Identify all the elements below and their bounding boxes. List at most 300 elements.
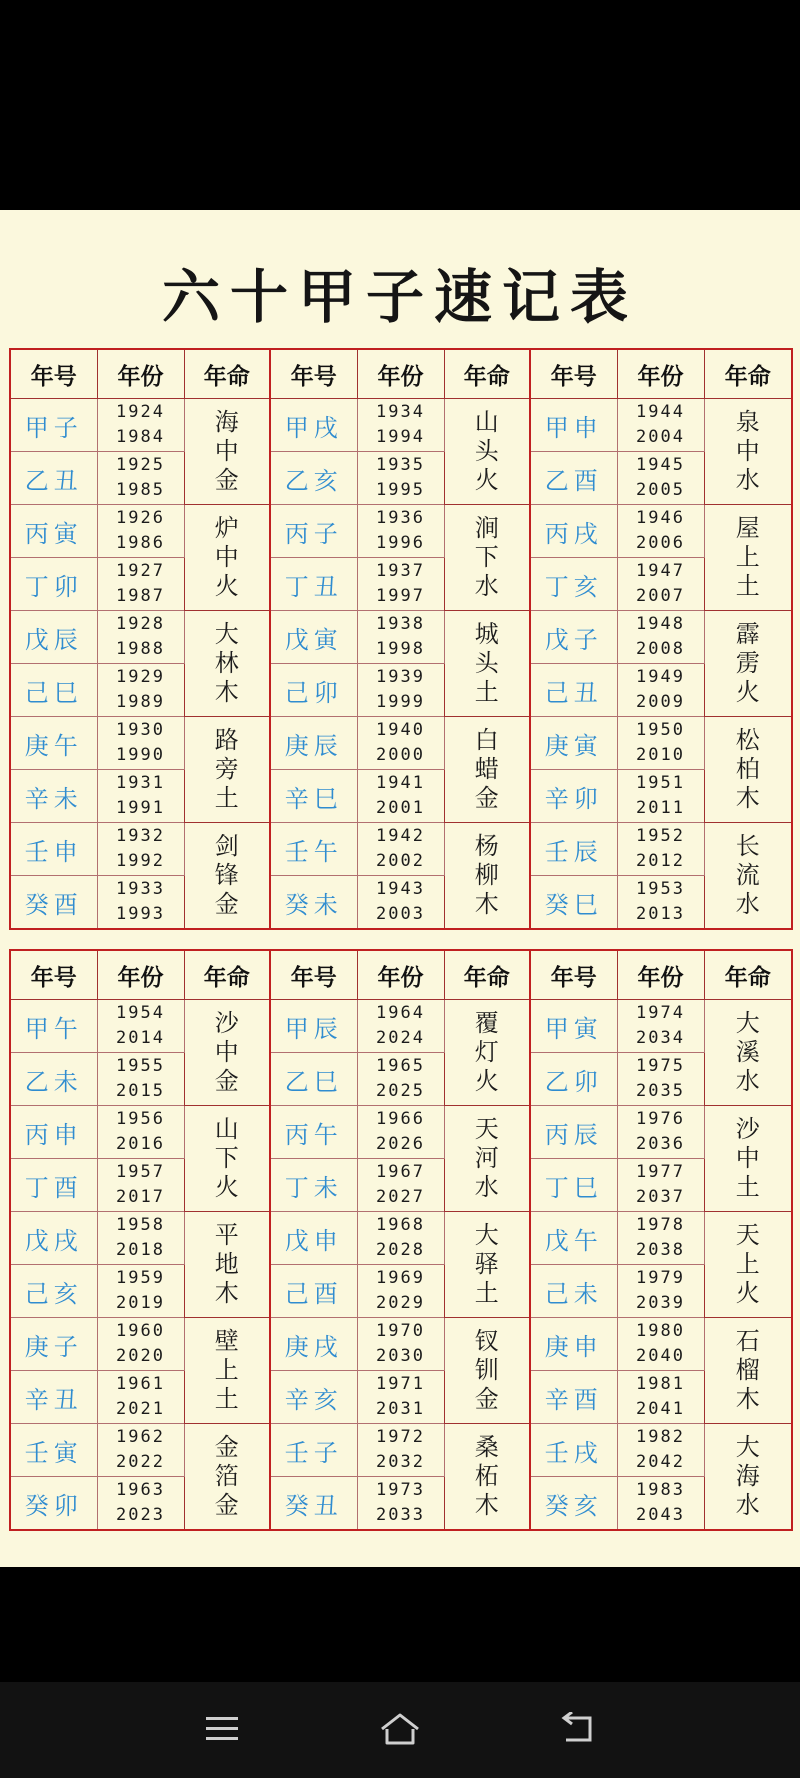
- nianming-char: 溪: [735, 1038, 760, 1066]
- cell-nianfen: [357, 1159, 444, 1212]
- cell-nianhao: 丁亥: [530, 558, 617, 611]
- cell-nianhao: 甲寅: [530, 1000, 617, 1053]
- header-nianfen: 年份: [97, 950, 184, 1000]
- table-row: [10, 876, 792, 930]
- year-value: 2033: [376, 1505, 425, 1525]
- nianming-char: 火: [474, 1067, 499, 1095]
- header-row: [10, 349, 792, 399]
- nianming-char: 白: [474, 726, 499, 754]
- cell-nianming: [184, 823, 270, 930]
- cell-nianming: [704, 1318, 792, 1424]
- menu-icon: [204, 1714, 240, 1744]
- year-value: 1946: [636, 508, 685, 528]
- table-row: [10, 1371, 792, 1424]
- year-value: 1950: [636, 720, 685, 740]
- year-value: 1973: [376, 1480, 425, 1500]
- year-value: 2035: [636, 1081, 685, 1101]
- nianming-char: 水: [735, 890, 760, 918]
- nianming-char: 水: [474, 1173, 499, 1201]
- year-value: 1932: [116, 826, 165, 846]
- year-value: 2032: [376, 1452, 425, 1472]
- nianming-char: 石: [735, 1327, 760, 1355]
- cell-nianhao: 己丑: [530, 664, 617, 717]
- nianming-char: 下: [474, 543, 499, 571]
- header-nianfen: 年份: [357, 349, 444, 399]
- year-value: 1954: [116, 1003, 165, 1023]
- year-value: 1937: [376, 561, 425, 581]
- year-value: 1974: [636, 1003, 685, 1023]
- cell-nianfen: [357, 1318, 444, 1371]
- year-value: 2037: [636, 1187, 685, 1207]
- cell-nianfen: [357, 770, 444, 823]
- nianming-char: 山: [474, 408, 499, 436]
- year-value: 2034: [636, 1028, 685, 1048]
- year-value: 2029: [376, 1293, 425, 1313]
- back-button[interactable]: [548, 1704, 608, 1754]
- nianming-char: 剑: [214, 832, 239, 860]
- header-nianhao: 年号: [10, 950, 97, 1000]
- table-row: [10, 399, 792, 452]
- cell-nianhao: 辛丑: [10, 1371, 97, 1424]
- cell-nianhao: 癸卯: [10, 1477, 97, 1531]
- year-value: 2022: [116, 1452, 165, 1472]
- nianming-char: 杨: [474, 832, 499, 860]
- cell-nianfen: [617, 1000, 704, 1053]
- year-value: 2009: [636, 692, 685, 712]
- nianming-char: 林: [214, 649, 239, 677]
- cell-nianfen: [357, 717, 444, 770]
- nianming-char: 土: [214, 1385, 239, 1413]
- year-value: 1972: [376, 1427, 425, 1447]
- cell-nianming: [444, 399, 530, 505]
- cell-nianming: [444, 1212, 530, 1318]
- cell-nianfen: [97, 505, 184, 558]
- year-value: 1939: [376, 667, 425, 687]
- nianming-char: 木: [474, 1491, 499, 1519]
- cell-nianfen: [97, 823, 184, 876]
- cell-nianfen: [97, 1424, 184, 1477]
- year-value: 1925: [116, 455, 165, 475]
- nianming-char: 水: [735, 1491, 760, 1519]
- cell-nianming: [444, 611, 530, 717]
- header-nianfen: 年份: [617, 349, 704, 399]
- nianming-char: 木: [735, 784, 760, 812]
- cell-nianhao: 甲子: [10, 399, 97, 452]
- year-value: 2031: [376, 1399, 425, 1419]
- year-value: 2006: [636, 533, 685, 553]
- year-value: 2004: [636, 427, 685, 447]
- year-value: 2038: [636, 1240, 685, 1260]
- year-value: 1934: [376, 402, 425, 422]
- cell-nianfen: [357, 1265, 444, 1318]
- year-value: 1994: [376, 427, 425, 447]
- cell-nianhao: 辛酉: [530, 1371, 617, 1424]
- cell-nianming: [704, 1106, 792, 1212]
- year-value: 2028: [376, 1240, 425, 1260]
- nianming-char: 水: [474, 572, 499, 600]
- cell-nianhao: 壬子: [270, 1424, 357, 1477]
- cell-nianhao: 辛未: [10, 770, 97, 823]
- year-value: 2017: [116, 1187, 165, 1207]
- cell-nianhao: 丙戌: [530, 505, 617, 558]
- cell-nianfen: [97, 452, 184, 505]
- top-black-bar: [0, 0, 800, 210]
- year-value: 1924: [116, 402, 165, 422]
- cell-nianhao: 癸酉: [10, 876, 97, 930]
- table-row: [10, 664, 792, 717]
- cell-nianfen: [357, 1000, 444, 1053]
- year-value: 1977: [636, 1162, 685, 1182]
- cell-nianhao: 丁未: [270, 1159, 357, 1212]
- cell-nianfen: [617, 558, 704, 611]
- nianming-char: 长: [735, 832, 760, 860]
- year-value: 2001: [376, 798, 425, 818]
- year-value: 2027: [376, 1187, 425, 1207]
- year-value: 1998: [376, 639, 425, 659]
- nianming-char: 中: [214, 1038, 239, 1066]
- nianming-char: 山: [214, 1115, 239, 1143]
- cell-nianfen: [617, 399, 704, 452]
- cell-nianfen: [357, 505, 444, 558]
- nianming-char: 松: [735, 726, 760, 754]
- year-value: 2020: [116, 1346, 165, 1366]
- cell-nianfen: [357, 876, 444, 930]
- header-nianfen: 年份: [97, 349, 184, 399]
- cell-nianfen: [617, 770, 704, 823]
- table-row: [10, 611, 792, 664]
- year-value: 1983: [636, 1480, 685, 1500]
- nianming-char: 流: [735, 861, 760, 889]
- cell-nianfen: [97, 1053, 184, 1106]
- cell-nianhao: 丁酉: [10, 1159, 97, 1212]
- table-row: [10, 770, 792, 823]
- nianming-char: 金: [214, 890, 239, 918]
- header-nianhao: 年号: [10, 349, 97, 399]
- cell-nianfen: [617, 1424, 704, 1477]
- menu-button[interactable]: [192, 1704, 252, 1754]
- year-value: 1965: [376, 1056, 425, 1076]
- nianming-char: 金: [474, 784, 499, 812]
- year-value: 2041: [636, 1399, 685, 1419]
- cell-nianming: [444, 1424, 530, 1531]
- cell-nianfen: [617, 1159, 704, 1212]
- cell-nianfen: [97, 1106, 184, 1159]
- cell-nianhao: 甲辰: [270, 1000, 357, 1053]
- cell-nianhao: 己巳: [10, 664, 97, 717]
- nianming-char: 泉: [735, 408, 760, 436]
- year-value: 2025: [376, 1081, 425, 1101]
- cell-nianming: [184, 1106, 270, 1212]
- year-value: 1948: [636, 614, 685, 634]
- nianming-char: 河: [474, 1144, 499, 1172]
- nianming-char: 金: [214, 1067, 239, 1095]
- year-value: 1968: [376, 1215, 425, 1235]
- year-value: 1952: [636, 826, 685, 846]
- year-value: 1984: [116, 427, 165, 447]
- year-value: 1942: [376, 826, 425, 846]
- nianming-char: 霹: [735, 620, 760, 648]
- cell-nianhao: 戊辰: [10, 611, 97, 664]
- cell-nianfen: [357, 1212, 444, 1265]
- cell-nianfen: [97, 1477, 184, 1531]
- year-value: 1930: [116, 720, 165, 740]
- header-nianhao: 年号: [530, 349, 617, 399]
- cell-nianming: [184, 505, 270, 611]
- year-value: 1979: [636, 1268, 685, 1288]
- cell-nianfen: [617, 611, 704, 664]
- nianming-char: 金: [474, 1385, 499, 1413]
- cell-nianfen: [357, 558, 444, 611]
- year-value: 1970: [376, 1321, 425, 1341]
- year-value: 2014: [116, 1028, 165, 1048]
- year-value: 1976: [636, 1109, 685, 1129]
- cell-nianfen: [97, 876, 184, 930]
- nianming-char: 平: [214, 1221, 239, 1249]
- nianming-char: 上: [735, 543, 760, 571]
- year-value: 1989: [116, 692, 165, 712]
- table-row: [10, 1106, 792, 1159]
- cell-nianhao: 戊戌: [10, 1212, 97, 1265]
- header-nianfen: 年份: [617, 950, 704, 1000]
- cell-nianming: [184, 1212, 270, 1318]
- cell-nianming: [704, 1212, 792, 1318]
- cell-nianfen: [97, 399, 184, 452]
- year-value: 1975: [636, 1056, 685, 1076]
- year-value: 2043: [636, 1505, 685, 1525]
- cell-nianfen: [97, 1000, 184, 1053]
- header-row: [10, 950, 792, 1000]
- year-value: 1963: [116, 1480, 165, 1500]
- cell-nianhao: 丙辰: [530, 1106, 617, 1159]
- year-value: 1958: [116, 1215, 165, 1235]
- cell-nianhao: 甲午: [10, 1000, 97, 1053]
- header-nianhao: 年号: [270, 950, 357, 1000]
- nianming-char: 路: [214, 726, 239, 754]
- cell-nianhao: 壬申: [10, 823, 97, 876]
- cell-nianfen: [617, 876, 704, 930]
- cycle-table-2: [9, 949, 793, 1531]
- cell-nianhao: 庚寅: [530, 717, 617, 770]
- year-value: 1941: [376, 773, 425, 793]
- cell-nianfen: [357, 1424, 444, 1477]
- year-value: 1986: [116, 533, 165, 553]
- cell-nianhao: 丁丑: [270, 558, 357, 611]
- nianming-char: 火: [735, 1279, 760, 1307]
- cell-nianfen: [617, 1053, 704, 1106]
- cell-nianhao: 庚申: [530, 1318, 617, 1371]
- cell-nianming: [184, 1000, 270, 1106]
- nianming-char: 钗: [474, 1327, 499, 1355]
- nianming-char: 水: [735, 466, 760, 494]
- cell-nianfen: [617, 1477, 704, 1531]
- nianming-char: 柳: [474, 861, 499, 889]
- nianming-char: 火: [735, 678, 760, 706]
- cell-nianfen: [617, 452, 704, 505]
- nianming-char: 头: [474, 437, 499, 465]
- cell-nianhao: 辛亥: [270, 1371, 357, 1424]
- nianming-char: 金: [214, 466, 239, 494]
- cell-nianfen: [617, 1371, 704, 1424]
- table-row: [10, 452, 792, 505]
- cell-nianhao: 丁卯: [10, 558, 97, 611]
- year-value: 1940: [376, 720, 425, 740]
- year-value: 1935: [376, 455, 425, 475]
- page-title: 六十甲子速记表: [161, 263, 638, 331]
- year-value: 1933: [116, 879, 165, 899]
- year-value: 1987: [116, 586, 165, 606]
- table-row: [10, 1212, 792, 1265]
- year-value: 1962: [116, 1427, 165, 1447]
- year-value: 2011: [636, 798, 685, 818]
- cell-nianhao: 乙亥: [270, 452, 357, 505]
- table-row: [10, 823, 792, 876]
- year-value: 1990: [116, 745, 165, 765]
- year-value: 2040: [636, 1346, 685, 1366]
- cell-nianfen: [617, 505, 704, 558]
- cell-nianhao: 乙丑: [10, 452, 97, 505]
- nianming-char: 木: [214, 678, 239, 706]
- nianming-char: 桑: [474, 1433, 499, 1461]
- cell-nianhao: 己亥: [10, 1265, 97, 1318]
- header-nianfen: 年份: [357, 950, 444, 1000]
- year-value: 2026: [376, 1134, 425, 1154]
- year-value: 1985: [116, 480, 165, 500]
- table-row: [10, 1265, 792, 1318]
- cell-nianhao: 甲申: [530, 399, 617, 452]
- year-value: 1964: [376, 1003, 425, 1023]
- nianming-char: 驿: [474, 1250, 499, 1278]
- nianming-char: 金: [214, 1491, 239, 1519]
- nianming-char: 锋: [214, 861, 239, 889]
- year-value: 2016: [116, 1134, 165, 1154]
- cell-nianfen: [97, 1265, 184, 1318]
- cell-nianhao: 庚子: [10, 1318, 97, 1371]
- nianming-char: 炉: [214, 514, 239, 542]
- nianming-char: 火: [474, 466, 499, 494]
- nianming-char: 土: [474, 678, 499, 706]
- cell-nianhao: 戊申: [270, 1212, 357, 1265]
- cell-nianfen: [357, 611, 444, 664]
- table-row: [10, 505, 792, 558]
- cell-nianhao: 乙卯: [530, 1053, 617, 1106]
- cell-nianfen: [357, 1106, 444, 1159]
- year-value: 1956: [116, 1109, 165, 1129]
- table-row: [10, 1053, 792, 1106]
- year-value: 1949: [636, 667, 685, 687]
- nianming-char: 大: [474, 1221, 499, 1249]
- cell-nianfen: [617, 1265, 704, 1318]
- year-value: 1929: [116, 667, 165, 687]
- nianming-char: 屋: [735, 514, 760, 542]
- year-value: 2008: [636, 639, 685, 659]
- nianming-char: 中: [214, 437, 239, 465]
- nianming-char: 土: [735, 1173, 760, 1201]
- cell-nianhao: 辛巳: [270, 770, 357, 823]
- cell-nianhao: 庚戌: [270, 1318, 357, 1371]
- cell-nianhao: 丙申: [10, 1106, 97, 1159]
- table-row: [10, 1318, 792, 1371]
- year-value: 1992: [116, 851, 165, 871]
- year-value: 1928: [116, 614, 165, 634]
- nianming-char: 上: [214, 1356, 239, 1384]
- year-value: 1947: [636, 561, 685, 581]
- cell-nianhao: 乙巳: [270, 1053, 357, 1106]
- cell-nianfen: [97, 1159, 184, 1212]
- year-value: 1961: [116, 1374, 165, 1394]
- nianming-char: 水: [735, 1067, 760, 1095]
- year-value: 1955: [116, 1056, 165, 1076]
- nianming-char: 海: [214, 408, 239, 436]
- cell-nianming: [444, 1106, 530, 1212]
- year-value: 1959: [116, 1268, 165, 1288]
- year-value: 1996: [376, 533, 425, 553]
- header-nianhao: 年号: [530, 950, 617, 1000]
- cell-nianhao: 壬寅: [10, 1424, 97, 1477]
- home-button[interactable]: [370, 1704, 430, 1754]
- table-row: [10, 1477, 792, 1531]
- year-value: 1960: [116, 1321, 165, 1341]
- cell-nianming: [704, 823, 792, 930]
- year-value: 2023: [116, 1505, 165, 1525]
- cell-nianhao: 己卯: [270, 664, 357, 717]
- cell-nianfen: [357, 823, 444, 876]
- cell-nianhao: 丙寅: [10, 505, 97, 558]
- cell-nianhao: 壬戌: [530, 1424, 617, 1477]
- year-value: 2042: [636, 1452, 685, 1472]
- cell-nianfen: [617, 1106, 704, 1159]
- nianming-char: 天: [474, 1115, 499, 1143]
- year-value: 2036: [636, 1134, 685, 1154]
- cell-nianfen: [617, 823, 704, 876]
- back-icon: [558, 1712, 598, 1746]
- year-value: 1945: [636, 455, 685, 475]
- nianming-char: 土: [474, 1279, 499, 1307]
- year-value: 1991: [116, 798, 165, 818]
- cell-nianming: [184, 1424, 270, 1531]
- cell-nianfen: [97, 1212, 184, 1265]
- cell-nianhao: 癸巳: [530, 876, 617, 930]
- cell-nianfen: [617, 1318, 704, 1371]
- nianming-char: 中: [735, 1144, 760, 1172]
- nianming-char: 大: [735, 1433, 760, 1461]
- year-value: 1988: [116, 639, 165, 659]
- document-image: [0, 210, 800, 1567]
- cell-nianming: [704, 505, 792, 611]
- cell-nianhao: 乙未: [10, 1053, 97, 1106]
- nianming-char: 柘: [474, 1462, 499, 1490]
- cell-nianhao: 己酉: [270, 1265, 357, 1318]
- year-value: 1980: [636, 1321, 685, 1341]
- cell-nianming: [704, 1424, 792, 1531]
- year-value: 2018: [116, 1240, 165, 1260]
- year-value: 1931: [116, 773, 165, 793]
- year-value: 1993: [116, 904, 165, 924]
- year-value: 2012: [636, 851, 685, 871]
- cell-nianfen: [97, 611, 184, 664]
- cell-nianfen: [97, 664, 184, 717]
- cell-nianhao: 戊子: [530, 611, 617, 664]
- cell-nianfen: [617, 717, 704, 770]
- nianming-char: 下: [214, 1144, 239, 1172]
- year-value: 1981: [636, 1374, 685, 1394]
- year-value: 1953: [636, 879, 685, 899]
- cell-nianming: [184, 611, 270, 717]
- cell-nianhao: 丙午: [270, 1106, 357, 1159]
- cell-nianming: [184, 717, 270, 823]
- cell-nianhao: 己未: [530, 1265, 617, 1318]
- year-value: 1999: [376, 692, 425, 712]
- nianming-char: 火: [214, 572, 239, 600]
